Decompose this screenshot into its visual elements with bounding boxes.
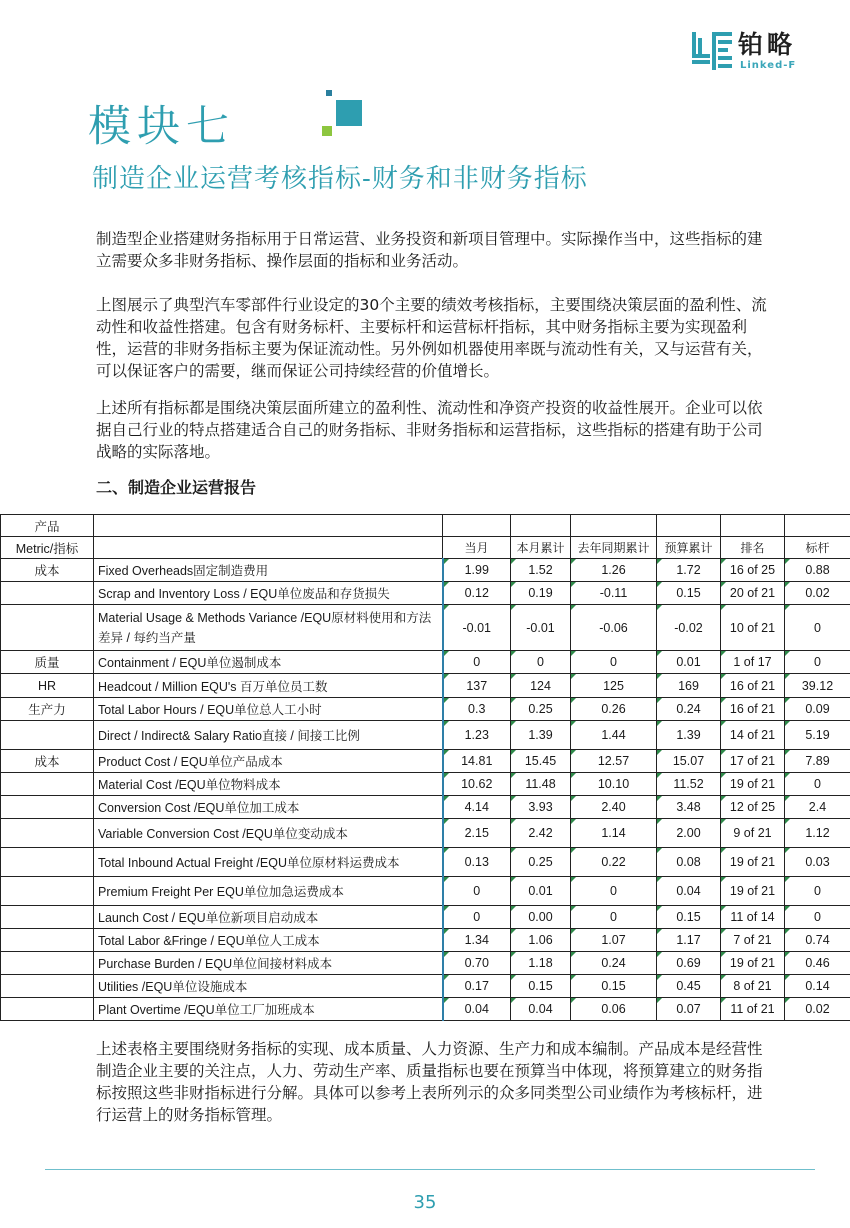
- row-value: 1.99: [443, 559, 511, 582]
- row-value: 0: [785, 651, 850, 674]
- table-row: [1, 877, 850, 906]
- row-value: 20 of 21: [721, 582, 785, 605]
- row-value: 2.4: [785, 796, 850, 819]
- row-value: 1.39: [657, 721, 721, 750]
- row-value: 5.19: [785, 721, 850, 750]
- paragraph-2: 上图展示了典型汽车零部件行业设定的30个主要的绩效考核指标，主要围绕决策层面的盈利性、流动性和收益性搭建。包含有财务标杆、主要标杆和运营标杆指标，其中财务指标主要为实现盈利性，运营的非财务指标主要为保证流动性。另外例如机器使用率既与流动性有关，又与运营有关，可以保证客户的需要，继而保证公司持续经营的价值增长。: [96, 296, 767, 380]
- logo-name-en: Linked-F: [740, 60, 797, 71]
- table-row: [1, 605, 850, 651]
- page-number: 35: [413, 1192, 437, 1213]
- row-metric: Utilities /EQU单位设施成本: [94, 975, 443, 998]
- row-value: -0.11: [571, 582, 657, 605]
- page-subtitle: 制造企业运营考核指标-财务和非财务指标: [92, 164, 588, 194]
- row-value: 1 of 17: [721, 651, 785, 674]
- header-blank: [657, 515, 721, 537]
- row-value: -0.01: [443, 605, 511, 651]
- header-blank: [785, 515, 850, 537]
- row-value: 1.34: [443, 929, 511, 952]
- row-value: 19 of 21: [721, 877, 785, 906]
- logo-name-cn: 铂略: [738, 30, 797, 59]
- header-blank: [571, 515, 657, 537]
- row-category: [1, 906, 94, 929]
- row-metric: Product Cost / EQU单位产品成本: [94, 750, 443, 773]
- row-category: [1, 582, 94, 605]
- row-value: 0.04: [657, 877, 721, 906]
- row-value: 0.08: [657, 848, 721, 877]
- row-category: [1, 848, 94, 877]
- row-value: 0: [443, 877, 511, 906]
- row-value: 16 of 25: [721, 559, 785, 582]
- row-value: 11.48: [511, 773, 571, 796]
- column-header: 去年同期累计: [571, 537, 657, 559]
- table-header-top-row: [1, 515, 850, 537]
- row-value: 0.15: [571, 975, 657, 998]
- row-metric: Plant Overtime /EQU单位工厂加班成本: [94, 998, 443, 1021]
- row-category: 成本: [1, 750, 94, 773]
- row-value: 0: [443, 651, 511, 674]
- row-value: 0.22: [571, 848, 657, 877]
- row-value: 2.15: [443, 819, 511, 848]
- row-value: 15.07: [657, 750, 721, 773]
- row-value: 1.17: [657, 929, 721, 952]
- row-value: 2.40: [571, 796, 657, 819]
- row-value: 10 of 21: [721, 605, 785, 651]
- header-blank: [443, 515, 511, 537]
- row-value: 14 of 21: [721, 721, 785, 750]
- header-blank: [721, 515, 785, 537]
- row-value: 0.25: [511, 698, 571, 721]
- row-value: 1.14: [571, 819, 657, 848]
- row-value: 10.62: [443, 773, 511, 796]
- row-value: 1.72: [657, 559, 721, 582]
- row-value: 1.39: [511, 721, 571, 750]
- row-value: 0.70: [443, 952, 511, 975]
- row-value: 0.02: [785, 582, 850, 605]
- row-value: 0.00: [511, 906, 571, 929]
- row-value: 2.00: [657, 819, 721, 848]
- row-value: 0.19: [511, 582, 571, 605]
- row-value: 12 of 25: [721, 796, 785, 819]
- row-value: 0.07: [657, 998, 721, 1021]
- row-value: 0.03: [785, 848, 850, 877]
- row-value: 14.81: [443, 750, 511, 773]
- table-row: [1, 952, 850, 975]
- row-value: 0.46: [785, 952, 850, 975]
- row-value: 7 of 21: [721, 929, 785, 952]
- row-category: [1, 877, 94, 906]
- table-row: [1, 674, 850, 698]
- row-category: [1, 998, 94, 1021]
- logo-mark-icon: [692, 32, 732, 70]
- table-row: [1, 998, 850, 1021]
- row-metric: Fixed Overheads固定制造费用: [94, 559, 443, 582]
- row-category: 质量: [1, 651, 94, 674]
- row-value: -0.06: [571, 605, 657, 651]
- row-value: 3.48: [657, 796, 721, 819]
- table-row: [1, 698, 850, 721]
- row-value: 12.57: [571, 750, 657, 773]
- row-metric: Purchase Burden / EQU单位间接材料成本: [94, 952, 443, 975]
- row-category: [1, 796, 94, 819]
- row-value: 1.44: [571, 721, 657, 750]
- row-metric: Launch Cost / EQU单位新项目启动成本: [94, 906, 443, 929]
- row-value: 124: [511, 674, 571, 698]
- row-category: 生产力: [1, 698, 94, 721]
- header-metric: Metric/指标: [1, 537, 94, 559]
- row-value: 10.10: [571, 773, 657, 796]
- table-row: [1, 906, 850, 929]
- row-value: 1.23: [443, 721, 511, 750]
- row-value: 19 of 21: [721, 848, 785, 877]
- module-title: 模块七: [88, 102, 235, 152]
- row-value: 0: [511, 651, 571, 674]
- row-value: 137: [443, 674, 511, 698]
- row-category: [1, 605, 94, 651]
- row-value: 125: [571, 674, 657, 698]
- row-category: [1, 975, 94, 998]
- table-row: [1, 750, 850, 773]
- row-metric: Scrap and Inventory Loss / EQU单位废品和存货损失: [94, 582, 443, 605]
- row-value: 0.88: [785, 559, 850, 582]
- row-value: 0.15: [511, 975, 571, 998]
- row-value: 4.14: [443, 796, 511, 819]
- row-metric: Variable Conversion Cost /EQU单位变动成本: [94, 819, 443, 848]
- row-value: 1.07: [571, 929, 657, 952]
- row-value: 17 of 21: [721, 750, 785, 773]
- table-row: [1, 848, 850, 877]
- row-value: 0.15: [657, 582, 721, 605]
- table-row: [1, 975, 850, 998]
- row-metric: Premium Freight Per EQU单位加急运费成本: [94, 877, 443, 906]
- table-row: [1, 721, 850, 750]
- row-value: 0.24: [657, 698, 721, 721]
- column-header: 预算累计: [657, 537, 721, 559]
- row-metric: Containment / EQU单位遏制成本: [94, 651, 443, 674]
- paragraph-1: 制造型企业搭建财务指标用于日常运营、业务投资和新项目管理中。实际操作当中，这些指标的建立需要众多非财务指标、操作层面的指标和业务活动。: [96, 230, 763, 270]
- column-header: 排名: [721, 537, 785, 559]
- table-row: [1, 773, 850, 796]
- table-row: [1, 582, 850, 605]
- row-value: 0.13: [443, 848, 511, 877]
- row-value: 8 of 21: [721, 975, 785, 998]
- row-value: 0.01: [657, 651, 721, 674]
- table-row: [1, 819, 850, 848]
- row-value: 16 of 21: [721, 698, 785, 721]
- row-value: 0.14: [785, 975, 850, 998]
- row-value: -0.01: [511, 605, 571, 651]
- footer-divider: [45, 1169, 815, 1170]
- row-category: [1, 952, 94, 975]
- row-value: -0.02: [657, 605, 721, 651]
- column-header: 当月: [443, 537, 511, 559]
- row-value: 1.52: [511, 559, 571, 582]
- row-value: 19 of 21: [721, 952, 785, 975]
- row-value: 0: [443, 906, 511, 929]
- row-value: 1.18: [511, 952, 571, 975]
- row-metric: Total Labor &Fringe / EQU单位人工成本: [94, 929, 443, 952]
- row-category: 成本: [1, 559, 94, 582]
- kpi-table: [0, 514, 850, 1021]
- row-metric: Material Cost /EQU单位物料成本: [94, 773, 443, 796]
- row-value: 11 of 21: [721, 998, 785, 1021]
- row-value: 0.25: [511, 848, 571, 877]
- row-value: 3.93: [511, 796, 571, 819]
- header-blank: [511, 515, 571, 537]
- row-value: 1.12: [785, 819, 850, 848]
- column-header: 标杆: [785, 537, 850, 559]
- row-value: 0: [785, 605, 850, 651]
- row-metric: Material Usage & Methods Variance /EQU原材料使用和方法差异 / 每约当产量: [94, 605, 443, 651]
- row-value: 1.06: [511, 929, 571, 952]
- row-value: 19 of 21: [721, 773, 785, 796]
- row-value: 0: [571, 906, 657, 929]
- row-value: 15.45: [511, 750, 571, 773]
- header-product: 产品: [1, 515, 94, 537]
- paragraph-3: 上述所有指标都是围绕决策层面所建立的盈利性、流动性和净资产投资的收益性展开。企业可以依据自己行业的特点搭建适合自己的财务指标、非财务指标和运营指标，这些指标的搭建有助于公司战略的实际落地。: [96, 399, 763, 461]
- row-value: 0.04: [443, 998, 511, 1021]
- row-value: 0.02: [785, 998, 850, 1021]
- row-value: 0.69: [657, 952, 721, 975]
- closing-paragraph: 上述表格主要围绕财务指标的实现、成本质量、人力资源、生产力和成本编制。产品成本是经营性制造企业主要的关注点，人力、劳动生产率、质量指标也要在预算当中体现，将预算建立的财务指标按照这些非财指标进行分解。具体可以参考上表所列示的众多同类型公司业绩作为考核标杆，进行运营上的财务指标管理。: [96, 1040, 763, 1124]
- row-category: [1, 929, 94, 952]
- decorative-squares-icon: [316, 90, 366, 146]
- row-value: 9 of 21: [721, 819, 785, 848]
- row-value: 0.09: [785, 698, 850, 721]
- row-value: 0.26: [571, 698, 657, 721]
- row-value: 1.26: [571, 559, 657, 582]
- row-value: 0.74: [785, 929, 850, 952]
- header-blank: [94, 537, 443, 559]
- row-value: 39.12: [785, 674, 850, 698]
- row-value: 0.06: [571, 998, 657, 1021]
- row-value: 0: [785, 906, 850, 929]
- row-value: 0: [571, 877, 657, 906]
- brand-logo: [692, 30, 812, 74]
- row-value: 169: [657, 674, 721, 698]
- table-row: [1, 651, 850, 674]
- row-metric: Conversion Cost /EQU单位加工成本: [94, 796, 443, 819]
- table-row: [1, 929, 850, 952]
- row-value: 0.24: [571, 952, 657, 975]
- row-value: 0.3: [443, 698, 511, 721]
- row-category: [1, 819, 94, 848]
- row-metric: Total Inbound Actual Freight /EQU单位原材料运费成本: [94, 848, 443, 877]
- row-value: 0.45: [657, 975, 721, 998]
- row-value: 0: [785, 773, 850, 796]
- row-metric: Direct / Indirect& Salary Ratio直接 / 间接工比例: [94, 721, 443, 750]
- row-value: 0.04: [511, 998, 571, 1021]
- row-value: 7.89: [785, 750, 850, 773]
- row-value: 16 of 21: [721, 674, 785, 698]
- row-value: 11 of 14: [721, 906, 785, 929]
- table-header-row: [1, 537, 850, 559]
- section-heading: 二、制造企业运营报告: [96, 478, 257, 497]
- row-value: 0.17: [443, 975, 511, 998]
- row-value: 0.12: [443, 582, 511, 605]
- table-row: [1, 796, 850, 819]
- row-value: 0.15: [657, 906, 721, 929]
- row-value: 0: [785, 877, 850, 906]
- row-metric: Total Labor Hours / EQU单位总人工小时: [94, 698, 443, 721]
- table-row: [1, 559, 850, 582]
- row-category: HR: [1, 674, 94, 698]
- row-value: 11.52: [657, 773, 721, 796]
- row-category: [1, 721, 94, 750]
- header-blank: [94, 515, 443, 537]
- row-value: 2.42: [511, 819, 571, 848]
- column-header: 本月累计: [511, 537, 571, 559]
- row-value: 0: [571, 651, 657, 674]
- row-category: [1, 773, 94, 796]
- row-metric: Headcout / Million EQU's 百万单位员工数: [94, 674, 443, 698]
- row-value: 0.01: [511, 877, 571, 906]
